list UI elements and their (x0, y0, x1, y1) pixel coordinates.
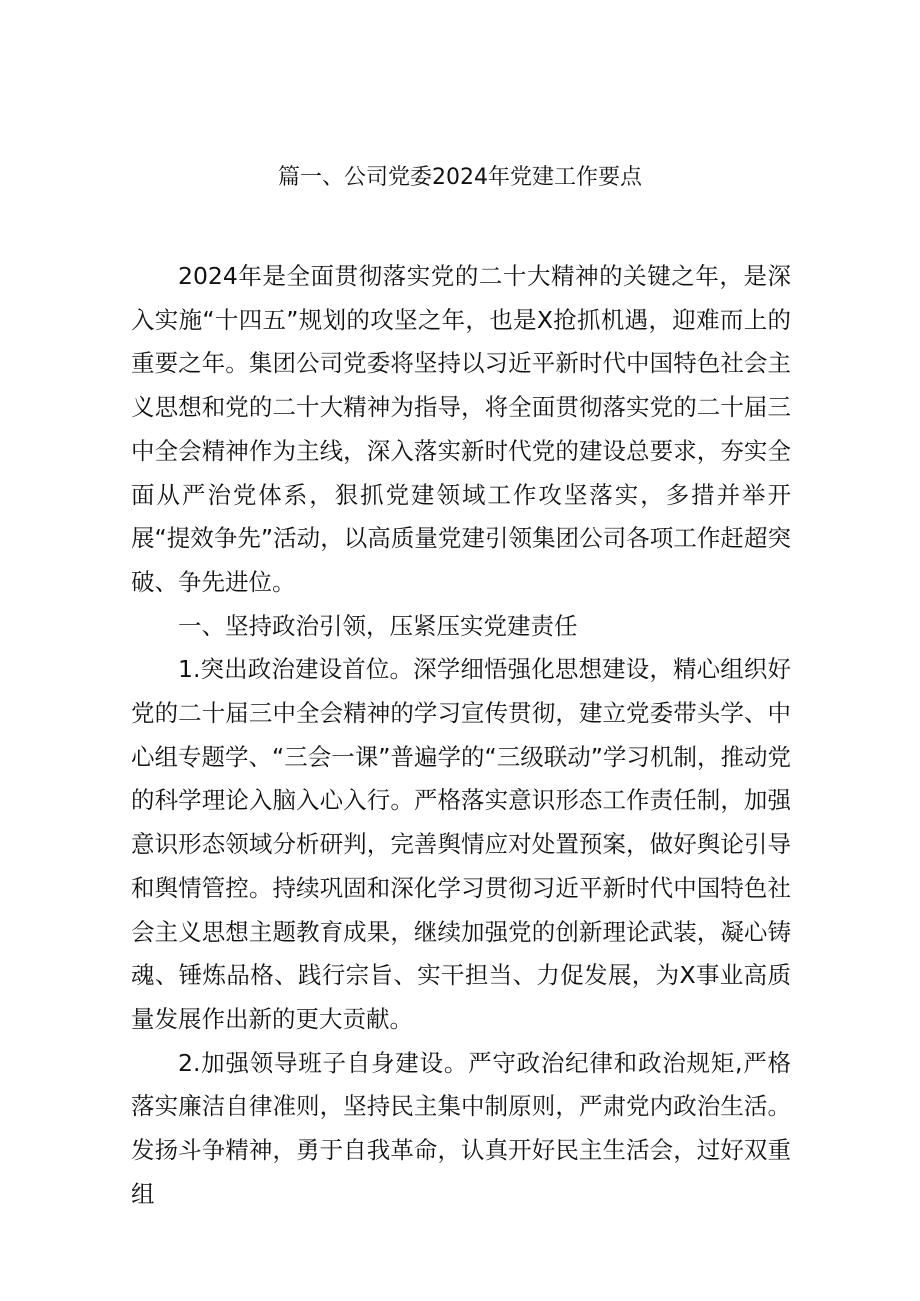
section-heading: 一、坚持政治引领，压紧压实党建责任 (178, 611, 578, 640)
item-paragraph-2: 2.加强领导班子自身建设。严守政治纪律和政治规矩,严格落实廉洁自律准则，坚持民主集中制原则，严肃党内政治生活。发扬斗争精神，勇于自我革命，认真开好民主生活会，过好双重组 (131, 1048, 791, 1208)
document-title: 篇一、公司党委2024年党建工作要点 (278, 165, 642, 190)
intro-paragraph: 2024年是全面贯彻落实党的二十大精神的关键之年，是深入实施“十四五”规划的攻坚之年，也是X抢抓机遇，迎难而上的重要之年。集团公司党委将坚持以习近平新时代中国特色社会主义思想和党的二十大精神为指导，将全面贯彻落实党的二十届三中全会精神作为主线，深入落实新时代党的建设总要求，夯实全面从严治党体系，狠抓党建领域工作攻坚落实，多措并举开展“提效争先”活动，以高质量党建引领集团公司各项工作赶超突破、争先进位。 (131, 262, 791, 596)
document-body (131, 255, 791, 1216)
item-paragraph-1: 1.突出政治建设首位。深学细悟强化思想建设，精心组织好党的二十届三中全会精神的学习宣传贯彻，建立党委带头学、中心组专题学、“三会一课”普遍学的“三级联动”学习机制，推动党的科学理论入脑入心入行。严格落实意识形态工作责任制，加强意识形态领域分析研判，完善舆情应对处置预案，做好舆论引导和舆情管控。持续巩固和深化学习贯彻习近平新时代中国特色社会主义思想主题教育成果，继续加强党的创新理论武装，凝心铸魂、锤炼品格、践行宗旨、实干担当、力促发展，为X事业高质量发展作出新的更大贡献。 (131, 655, 791, 1033)
